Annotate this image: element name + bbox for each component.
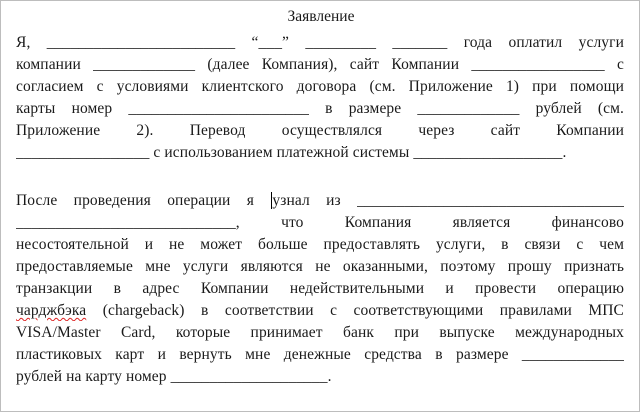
paragraph2-line-1-end: узнал из __________________________________	[272, 192, 624, 209]
paragraph1-line-2: компании _____________ (далее Компания), сайт Компании _________________ с	[16, 56, 624, 73]
paragraph2-line-9: рублей на карту номер ____________________.	[16, 368, 332, 385]
document-title: Заявление	[287, 8, 355, 25]
paragraph2-line-8: пластиковых карт и вернуть мне денежные средства в размере _____________	[16, 346, 624, 363]
paragraph1-line-1: Я, ________________________ “___” _________ _______ года оплатил услуги	[16, 34, 624, 51]
paragraph2-line-2: ____________________________, что Компания является финансово	[16, 214, 624, 231]
paragraph2-line-1-start: После проведения операции я	[16, 192, 271, 209]
paragraph2-line-5: транзакции в адрес Компании недействительными и провести операцию	[16, 280, 624, 297]
paragraph2-line-1	[16, 191, 624, 211]
paragraph1-line-6: _________________ с использованием платежной системы ___________________.	[16, 144, 567, 161]
paragraph1-line-5: Приложение 2). Перевод осуществлялся через сайт Компании	[16, 122, 624, 139]
paragraph2-line-4: предоставляемые мне услуги являются не оказанными, поэтому прошу признать	[16, 258, 624, 275]
spellcheck-underlined-word: чарджбэка	[16, 302, 87, 319]
paragraph1-line-3: согласием с условиями клиентского договора (см. Приложение 1) при помощи	[16, 78, 624, 95]
paragraph2-line-6	[16, 301, 624, 321]
paragraph1-line-4: карты номер _______________________ в размере _____________ рублей (см.	[16, 100, 624, 117]
paragraph2-line-7: VISA/Master Card, которые принимает банк при выпуске международных	[16, 324, 624, 341]
paragraph2-line-6-rest: (chargeback) в соответствии с соответствующими правилами МПС	[86, 302, 624, 319]
paragraph2-line-3: несостоятельной и не может больше предоставлять услуги, в связи с чем	[16, 236, 624, 253]
